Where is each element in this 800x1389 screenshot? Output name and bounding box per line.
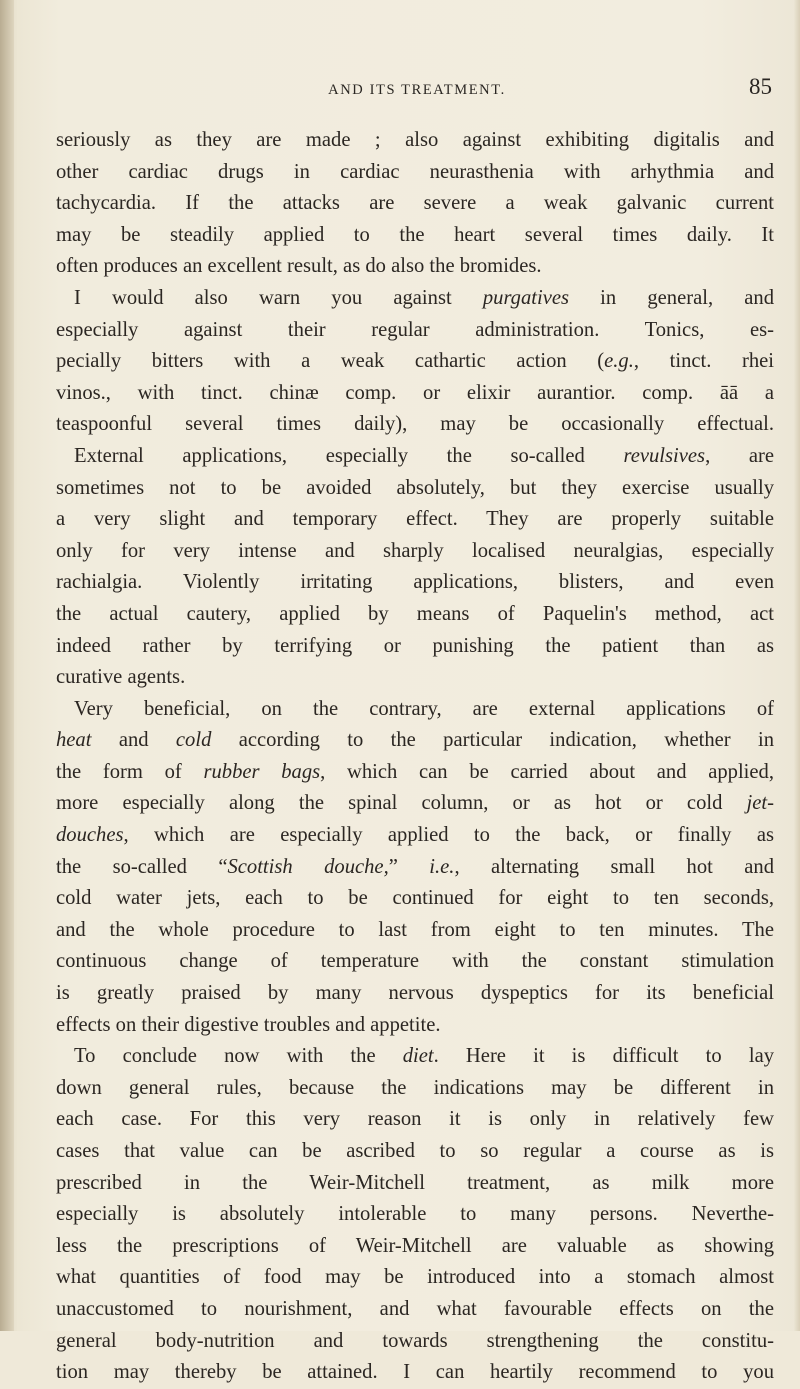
body-text xyxy=(56,125,774,1389)
text-segment: External applications, especially the so-called xyxy=(74,444,624,467)
text-line xyxy=(56,1168,774,1200)
text-segment: continuous change of temperature with the constant stimulation xyxy=(56,950,774,973)
text-line xyxy=(56,567,774,599)
text-line xyxy=(56,536,774,568)
text-line xyxy=(56,283,774,315)
text-line xyxy=(56,157,774,189)
text-segment: To conclude now with the xyxy=(74,1045,403,1068)
text-line xyxy=(56,473,774,505)
text-segment: tion may thereby be attained. I can heartily recommend to you xyxy=(56,1361,774,1384)
text-segment: especially against their regular administration. Tonics, es- xyxy=(56,318,774,341)
text-line xyxy=(56,694,774,726)
italic-text: rubber bags xyxy=(203,760,321,783)
text-line xyxy=(56,1010,774,1042)
text-line xyxy=(56,188,774,220)
text-segment: ” xyxy=(388,855,430,878)
text-segment: is greatly praised by many nervous dyspeptics for its beneficial xyxy=(56,982,774,1005)
page-header xyxy=(62,72,772,102)
italic-text: cold xyxy=(175,729,212,752)
text-segment: cold water jets, each to be continued for eight to ten seconds, xyxy=(56,887,774,910)
text-segment: often produces an excellent result, as do also the bromides. xyxy=(56,255,542,278)
text-segment: may be steadily applied to the heart several times daily. It xyxy=(56,223,774,246)
text-segment: I would also warn you against xyxy=(74,286,483,309)
text-line xyxy=(56,852,774,884)
text-line xyxy=(56,220,774,252)
italic-text: jet- xyxy=(746,792,774,815)
text-line xyxy=(56,125,774,157)
text-segment: in general, and xyxy=(569,286,774,309)
text-segment: cases that value can be ascribed to so regular a course as is xyxy=(56,1140,774,1162)
binding-shadow xyxy=(0,0,14,1331)
text-segment: vinos., with tinct. chinæ comp. or elixir aurantior. comp. āā a xyxy=(56,381,774,404)
text-line xyxy=(56,1073,774,1105)
running-head: AND ITS TREATMENT. xyxy=(328,82,506,98)
text-line xyxy=(56,757,774,789)
text-line xyxy=(56,820,774,852)
text-segment: , tinct. rhei xyxy=(633,350,774,373)
text-segment: indeed rather by terrifying or punishing the patient than as xyxy=(56,634,774,657)
text-line xyxy=(56,441,774,473)
text-line xyxy=(56,599,774,631)
text-line xyxy=(56,346,774,378)
text-segment: teaspoonful several times daily), may be occasionally effectual. xyxy=(56,413,774,436)
text-line xyxy=(56,662,774,694)
text-line xyxy=(56,1326,774,1358)
text-line xyxy=(56,1199,774,1231)
text-segment: each case. For this very reason it is only in relatively few xyxy=(56,1108,774,1131)
text-segment: pecially bitters with a weak cathartic action ( xyxy=(56,350,605,373)
text-line xyxy=(56,978,774,1010)
text-segment: prescribed in the Weir-Mitchell treatment, as milk more xyxy=(56,1171,774,1194)
text-segment: a very slight and temporary effect. They are properly suitable xyxy=(56,508,774,531)
text-segment: the actual cautery, applied by means of Paquelin's method, act xyxy=(56,602,774,625)
text-segment: unaccustomed to nourishment, and what favourable effects on the xyxy=(56,1297,774,1320)
text-segment: only for very intense and sharply localised neuralgias, especially xyxy=(56,539,774,562)
text-line xyxy=(56,315,774,347)
text-segment: , are xyxy=(705,444,774,467)
text-segment: , alternating small hot and xyxy=(454,855,774,878)
italic-text: Scottish douche, xyxy=(227,855,389,878)
text-segment: less the prescriptions of Weir-Mitchell are valuable as showing xyxy=(56,1234,774,1257)
text-line xyxy=(56,1136,774,1168)
text-line xyxy=(56,409,774,441)
text-line xyxy=(56,1041,774,1073)
text-line xyxy=(56,725,774,757)
text-line xyxy=(56,1357,774,1389)
italic-text: heat xyxy=(56,729,92,752)
text-segment: , which are especially applied to the back, or finally as xyxy=(123,824,774,847)
text-line xyxy=(56,1262,774,1294)
page-edge xyxy=(794,0,800,1331)
italic-text: i.e. xyxy=(429,855,455,878)
text-segment: down general rules, because the indications may be different in xyxy=(56,1076,774,1099)
text-segment: and the whole procedure to last from eight to ten minutes. The xyxy=(56,918,774,941)
italic-text: douches xyxy=(56,824,124,847)
italic-text: e.g. xyxy=(604,350,634,373)
text-line xyxy=(56,1294,774,1326)
text-segment: sometimes not to be avoided absolutely, but they exercise usually xyxy=(56,476,774,499)
text-line xyxy=(56,946,774,978)
text-line xyxy=(56,915,774,947)
text-segment: according to the particular indication, whether in xyxy=(211,729,774,752)
text-segment: tachycardia. If the attacks are severe a weak galvanic current xyxy=(56,192,774,215)
text-segment: and xyxy=(91,729,176,752)
text-segment: especially is absolutely intolerable to many persons. Neverthe- xyxy=(56,1203,774,1226)
text-segment: other cardiac drugs in cardiac neurasthenia with arhythmia and xyxy=(56,160,774,183)
text-segment: more especially along the spinal column, or as hot or cold xyxy=(56,792,747,815)
text-line xyxy=(56,378,774,410)
text-line xyxy=(56,504,774,536)
text-segment: . Here it is difficult to lay xyxy=(433,1045,775,1068)
text-segment: effects on their digestive troubles and appetite. xyxy=(56,1013,441,1036)
italic-text: revulsives xyxy=(623,444,706,467)
text-segment: seriously as they are made ; also against exhibiting digitalis and xyxy=(56,129,774,151)
text-line xyxy=(56,883,774,915)
text-line xyxy=(56,251,774,283)
text-line xyxy=(56,631,774,663)
text-line xyxy=(56,1104,774,1136)
text-segment: Very beneficial, on the contrary, are external applications of xyxy=(74,697,774,720)
italic-text: diet xyxy=(402,1045,434,1068)
text-segment: curative agents. xyxy=(56,666,186,689)
text-line xyxy=(56,1231,774,1263)
italic-text: purgatives xyxy=(482,286,570,309)
text-line xyxy=(56,788,774,820)
text-segment: , which can be carried about and applied, xyxy=(320,760,774,783)
text-segment: rachialgia. Violently irritating applications, blisters, and even xyxy=(56,571,774,594)
text-segment: general body-nutrition and towards strengthening the constitu- xyxy=(56,1329,774,1352)
page-number: 85 xyxy=(749,74,772,99)
text-segment: what quantities of food may be introduced into a stomach almost xyxy=(56,1266,774,1289)
text-segment: the form of xyxy=(56,760,204,783)
text-segment: the so-called “ xyxy=(56,855,228,878)
